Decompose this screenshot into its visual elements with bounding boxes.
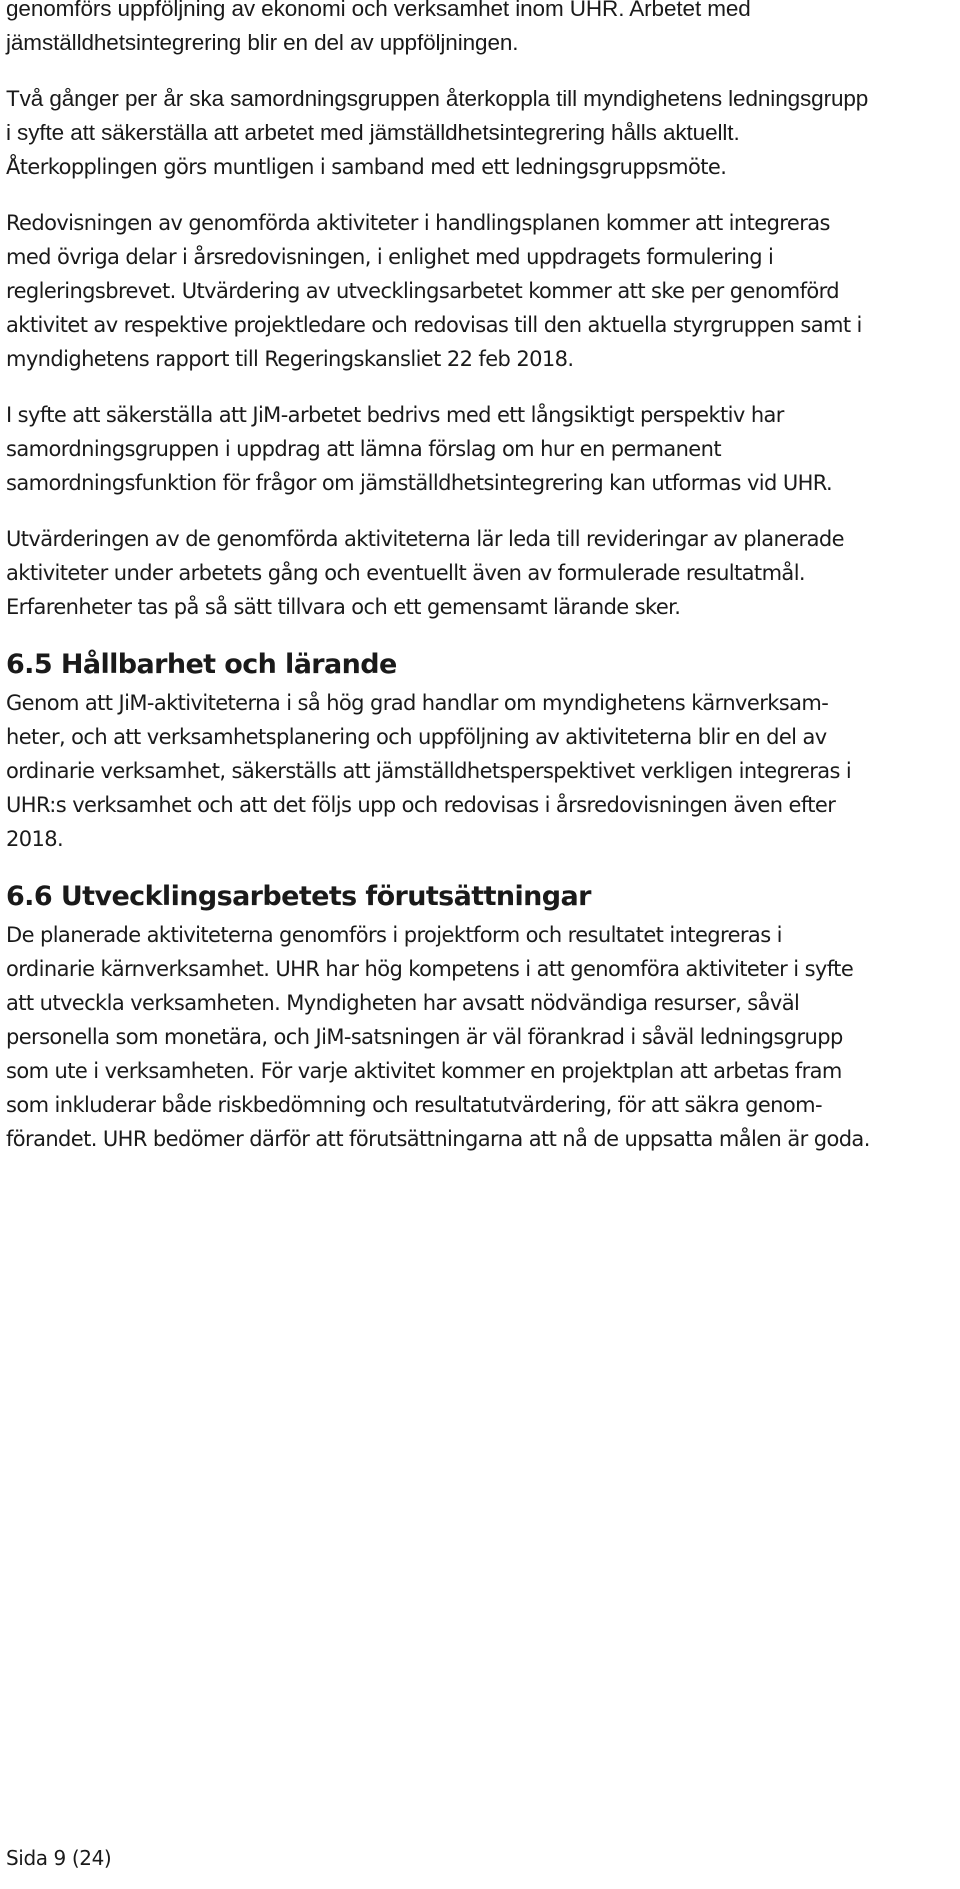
- text-line: I syfte att säkerställa att JiM-arbetet bedrivs med ett långsiktigt perspektiv har: [6, 403, 784, 427]
- document-body: [6, 0, 954, 1178]
- text-line: i syfte att säkerställa att arbetet med jämställdhetsintegrering hålls aktuellt.: [6, 120, 740, 145]
- paragraph-redovisning: [6, 206, 954, 376]
- text-line: aktivitet av respektive projektledare och redovisas till den aktuella styrgruppen samt i: [6, 313, 862, 337]
- text-line: UHR:s verksamhet och att det följs upp och redovisas i årsredovisningen även efter: [6, 793, 836, 817]
- text-line: samordningsfunktion för frågor om jämställdhetsintegrering kan utformas vid UHR.: [6, 471, 833, 495]
- paragraph-aterkoppling: [6, 82, 954, 184]
- text-line: Återkopplingen görs muntligen i samband med ett ledningsgruppsmöte.: [6, 155, 727, 179]
- text-line: att utveckla verksamheten. Myndigheten har avsatt nödvändiga resurser, såväl: [6, 991, 800, 1015]
- section-heading-6-6: 6.6 Utvecklingsarbetets förutsättningar: [6, 881, 591, 912]
- text-line: Två gånger per år ska samordningsgruppen återkoppla till myndighetens ledningsgrupp: [6, 86, 869, 111]
- section-heading-6-5: 6.5 Hållbarhet och lärande: [6, 649, 397, 680]
- page-number: Sida 9 (24): [6, 1846, 112, 1870]
- text-line: som ute i verksamheten. För varje aktivitet kommer en projektplan att arbetas fram: [6, 1059, 842, 1083]
- text-line: regleringsbrevet. Utvärdering av utvecklingsarbetet kommer att ske per genomförd: [6, 279, 840, 303]
- text-line: aktiviteter under arbetets gång och eventuellt även av formulerade resultatmål.: [6, 561, 805, 585]
- text-line: Erfarenheter tas på så sätt tillvara och ett gemensamt lärande sker.: [6, 595, 681, 619]
- text-line: Genom att JiM-aktiviteterna i så hög grad handlar om myndighetens kärnverksam-: [6, 691, 829, 715]
- text-line: myndighetens rapport till Regeringskansliet 22 feb 2018.: [6, 347, 574, 371]
- paragraph-jim-perspektiv: [6, 398, 954, 500]
- paragraph-utvardering: [6, 522, 954, 624]
- text-line: som inkluderar både riskbedömning och resultatutvärdering, för att säkra genom-: [6, 1093, 822, 1117]
- text-line: samordningsgruppen i uppdrag att lämna förslag om hur en permanent: [6, 437, 721, 461]
- text-line: med övriga delar i årsredovisningen, i enlighet med uppdragets formulering i: [6, 245, 774, 269]
- text-line: heter, och att verksamhetsplanering och uppföljning av aktiviteterna blir en del av: [6, 725, 827, 749]
- text-line: Redovisningen av genomförda aktiviteter i handlingsplanen kommer att integreras: [6, 211, 830, 235]
- text-line: ordinarie kärnverksamhet. UHR har hög kompetens i att genomföra aktiviteter i syfte: [6, 957, 854, 981]
- text-line: jämställdhetsintegrering blir en del av uppföljningen.: [6, 30, 519, 55]
- text-line: förandet. UHR bedömer därför att förutsättningarna att nå de uppsatta målen är goda.: [6, 1127, 870, 1151]
- paragraph-uppfoljning: [6, 0, 954, 60]
- text-line: genomförs uppföljning av ekonomi och verksamhet inom UHR. Arbetet med: [6, 0, 751, 21]
- text-line: ordinarie verksamhet, säkerställs att jämställdhetsperspektivet verkligen integreras i: [6, 759, 852, 783]
- paragraph-hallbarhet: [6, 686, 954, 856]
- text-line: 2018.: [6, 827, 64, 851]
- text-line: Utvärderingen av de genomförda aktiviteterna lär leda till revideringar av planerade: [6, 527, 844, 551]
- text-line: De planerade aktiviteterna genomförs i projektform och resultatet integreras i: [6, 923, 782, 947]
- paragraph-forutsattningar: [6, 918, 954, 1156]
- text-line: personella som monetära, och JiM-satsningen är väl förankrad i såväl ledningsgrupp: [6, 1025, 843, 1049]
